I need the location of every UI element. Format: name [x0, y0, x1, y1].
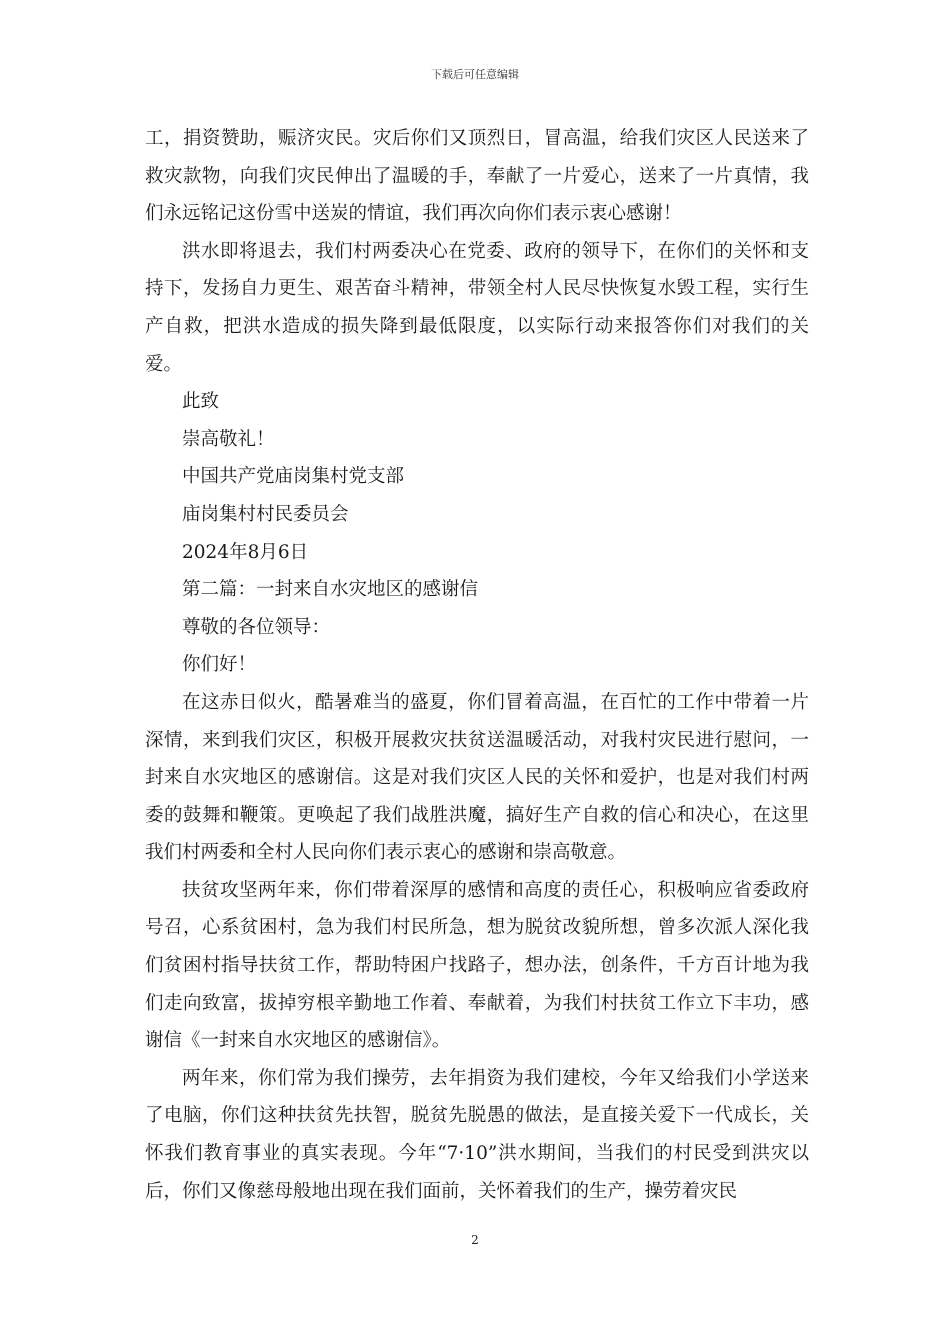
paragraph-3: 在这赤日似火，酷暑难当的盛夏，你们冒着高温，在百忙的工作中带着一片深情，来到我们灾区，积极开展救灾扶贫送温暖活动，对我村灾民进行慰问，一封来自水灾地区的感谢信。这是对我们灾区人民的关怀和爱护，也是对我们村两委的鼓舞和鞭策。更唤起了我们战胜洪魔，搞好生产自救的信心和决心，在这里我们村两委和全村人民向你们表示衷心的感谢和崇高敬意。	[145, 691, 809, 864]
paragraph-1: 工，捐资赞助，赈济灾民。灾后你们又顶烈日，冒高温，给我们灾区人民送来了救灾款物，向我们灾民伸出了温暖的手，奉献了一片爱心，送来了一片真情，我们永远铭记这份雪中送炭的情谊，我们再次向你们表示衷心感谢！	[145, 128, 809, 225]
page-number: 2	[471, 1233, 479, 1247]
section-title: 第二篇：一封来自水灾地区的感谢信	[182, 579, 479, 601]
letter-date: 2024年8月6日	[182, 541, 309, 563]
paragraph-2: 洪水即将退去，我们村两委决心在党委、政府的领导下，在你们的关怀和支持下，发扬自力更生、艰苦奋斗精神，带领全村人民尽快恢复水毁工程，实行生产自救，把洪水造成的损失降到最低限度，以实际行动来报答你们对我们的关爱。	[145, 240, 809, 375]
paragraph-5: 两年来，你们常为我们操劳，去年捐资为我们建校，今年又给我们小学送来了电脑，你们这种扶贫先扶智，脱贫先脱愚的做法，是直接关爱下一代成长，关怀我们教育事业的真实表现。今年“7·10”洪水期间，当我们的村民受到洪灾以后，你们又像慈母般地出现在我们面前，关怀着我们的生产，操劳着灾民	[145, 1067, 809, 1202]
salutation: 尊敬的各位领导：	[182, 616, 331, 638]
document-body	[145, 120, 809, 1210]
signer-village-committee: 庙岗集村村民委员会	[182, 503, 349, 525]
greeting: 你们好！	[182, 654, 257, 676]
closing-line-1: 此致	[182, 391, 220, 413]
closing-line-2: 崇高敬礼！	[182, 428, 275, 450]
signer-party-branch: 中国共产党庙岗集村党支部	[182, 466, 405, 488]
paragraph-4: 扶贫攻坚两年来，你们带着深厚的感情和高度的责任心，积极响应省委政府号召，心系贫困村，急为我们村民所急，想为脱贫改貌所想，曾多次派人深化我们贫困村指导扶贫工作，帮助特困户找路子，想办法，创条件，千方百计地为我们走向致富，拔掉穷根辛勤地工作着、奉献着，为我们村扶贫工作立下丰功，感谢信《一封来自水灾地区的感谢信》。	[145, 879, 809, 1052]
page-header-note: 下载后可任意编辑	[431, 68, 519, 81]
